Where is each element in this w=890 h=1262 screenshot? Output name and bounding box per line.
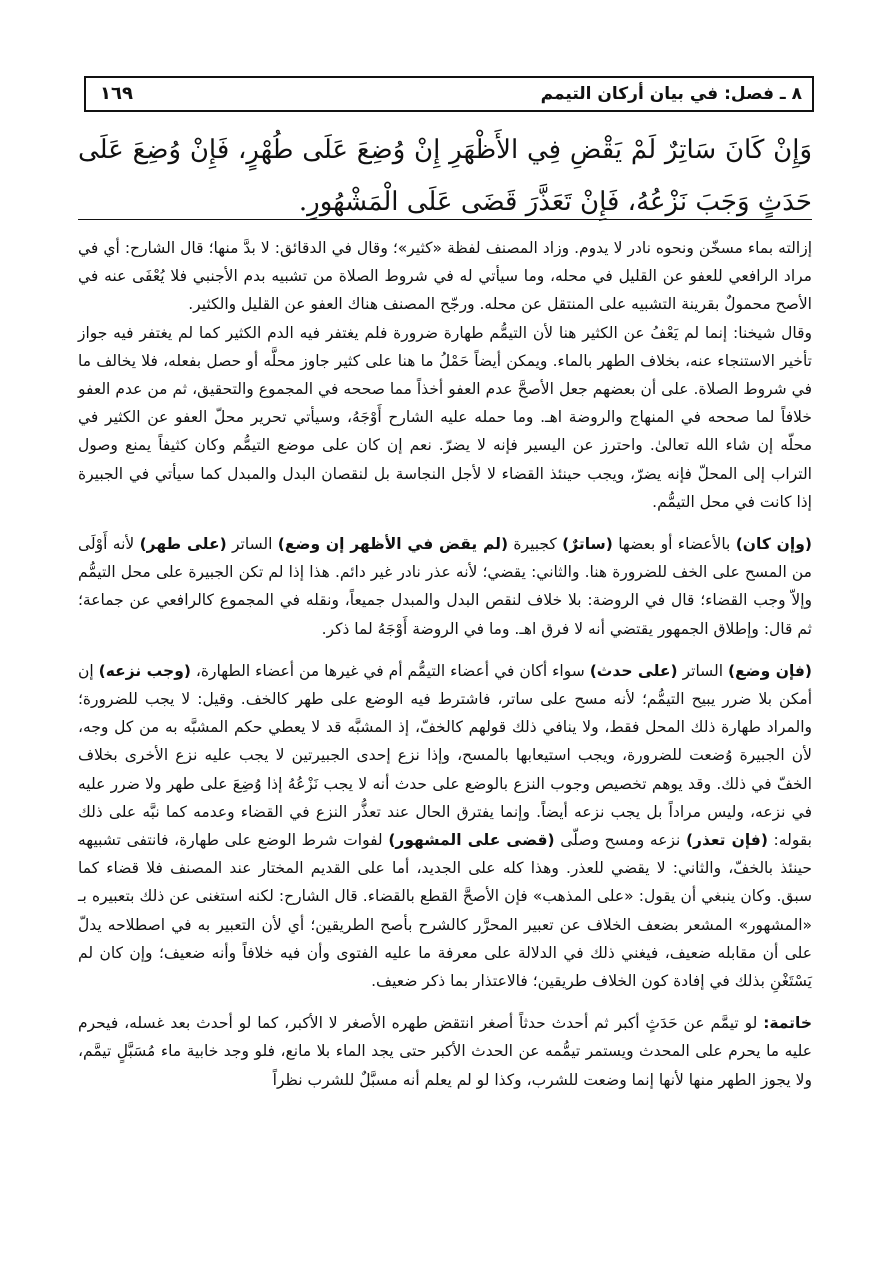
conclusion-label: خاتمة: (763, 1014, 812, 1033)
matn-quote: (فإن تعذر) (685, 831, 768, 850)
matn-quote: (فإن وضع) (728, 661, 813, 680)
page-number: ١٦٩ (100, 83, 133, 104)
commentary-paragraph-1: إزالته بماء مسخّن ونحوه نادر لا يدوم. وزاد المصنف لفظة «كثير»؛ وقال في الدقائق: لا بدَّ منها؛ قال الشارح: أي في مراد الرافعي للعفو عن القليل في محله، وما سيأتي له في شروط الصلاة من تشبيه بدم الأجنبي فلا يُعْفَى عنه في الأصح محمولٌ بقرينة التشبيه على المنتقل عن محله. ورجّح المصنف هناك العفو عن القليل والكثير. (78, 239, 812, 314)
commentary-text: لو تيمَّم عن حَدَثٍ أكبر ثم أحدث حدثاً أصغر انتقض طهره الأصغر لا الأكبر، كما لو أحدث بعد غسله، فيحرم عليه ما يحرم على المحدث ويستمر تيمُّمه عن الحدث الأكبر حتى يجد الماء بلا مانع، فلو وجد خابية ماء مُسَبَّلٍ تيمَّم، ولا يجوز الطهر منها لأنها إنما وضعت للشرب، وكذا لو لم يعلم أنه مسبَّلٌ للشرب نظراً (78, 1014, 812, 1089)
commentary-body (78, 234, 812, 1094)
matn-quote: (وجب نزعه) (98, 661, 191, 680)
matn-text: وَإِنْ كَانَ سَاتِرٌ لَمْ يَقْضِ فِي الأَظْهَرِ إِنْ وُضِعَ عَلَى طُهْرٍ، فَإِنْ وُضِعَ عَلَى حَدَثٍ وَجَبَ نَزْعُهُ، فَإِنْ تَعَذَّرَ قَضَى عَلَى الْمَشْهُورِ. (78, 135, 812, 217)
commentary-text: بالأعضاء أو بعضها (612, 535, 736, 554)
page-header (84, 76, 814, 112)
commentary-text: الساتر (677, 661, 728, 680)
matn-divider (78, 219, 812, 220)
commentary-paragraph-2: وقال شيخنا: إنما لم يَعْفُ عن الكثير هنا لأن التيمُّم طهارة ضرورة فلم يغتفر فيه الدم الكثير كما لم يغتفر فيه جواز تأخير الاستنجاء عنه، بخلاف الطهر بالماء. ويمكن أيضاً حَمْلُ ما هنا على كثير جاوز محلَّه أو حصل بفعله، فلا يخالف ما في شروط الصلاة. على أن بعضهم جعل الأصحَّ عدم العفو أخذاً مما صححه في المجموع والتحقيق، ثم من عدم العفو خلافاً لما صححه في المنهاج والروضة اهـ. وما حمله عليه الشارح أَوْجَهُ، وسيأتي تحرير محلّ العفو عن الكثير في محلّه إن شاء الله تعالىٰ. واحترز عن اليسير فإنه لا يضرّ. نعم إن كان على موضع التيمُّم وكان كثيفاً يمنع وصول التراب إلى المحلّ فإنه يضرّ، ويجب حينئذ القضاء لا لأجل النجاسة بل لنقصان البدل والمبدل كما سيأتي في الجبيرة إذا كانت في محل التيمُّم. (78, 323, 812, 511)
chapter-title: ٨ ـ فصل: في بيان أركان التيمم (540, 84, 802, 104)
commentary-text: كجبيرة (508, 535, 563, 554)
commentary-text: سواء أكان في أعضاء التيمُّم أم في غيرها من أعضاء الطهارة، (190, 661, 590, 680)
matn-quote: (وإن كان) (735, 535, 812, 554)
commentary-text: لفوات شرط الوضع على طهارة، فانتفى تشبيهه حينئذ بالخفّ، والثاني: لا يقضي للعذر. وهذا كله على الجديد، أما على القديم المختار عند المصنف فلا قضاء كما سبق. وكان ينبغي أن يقول: «على المذهب» فإن الأصحَّ القطع بالقضاء. قال الشارح: لكنه استغنى عن ذلك بتعبيره بـ «المشهور» المشعر بضعف الخلاف عن تعبير المحرَّر كالشرح بأصح الطريقين؛ أي لأن التعبير به في اصطلاحه يدلّ على أن مقابله ضعيف، فيغني ذلك في الدلالة على معرفة ما عليه الفتوى وأن فيه خلافاً وأنه ضعيف؛ وإن كان لم يَسْتَغْنِ بذلك في إفادة كون الخلاف طريقين؛ فالاعتذار بما ذكر ضعيف. (78, 831, 812, 991)
commentary-paragraph-3 (78, 530, 812, 643)
commentary-text: إن أمكن بلا ضرر يبيح التيمُّم؛ لأنه مسح على ساتر، فاشترط فيه الوضع على طهر كالخف. وقيل: لا يجب للضرورة؛ والمراد طهارة ذلك المحل فقط، ولا ينافي ذلك قولهم كالخفّ، إذ المشبَّه قد لا يعطي حكم المشبَّه به من كل وجه، لأن الجبيرة وُضعت للضرورة، ويجب استيعابها بالمسح، وإذا نزع إحدى الجبيرتين لا يجب عليه نزع الأخرى بخلاف الخفّ في ذلك. وقد يوهم تخصيص وجوب النزع بالوضع على حدث أنه لا يجب نَزْعُهُ إذا وُضِعَ على طهر ولا ضرر عليه في نزعه، وليس مراداً بل يجب نزعه أيضاً. وإنما يفترق الحال عند تعذُّر النزع في القضاء وعدمه كما نبَّه على ذلك بقوله: (78, 661, 812, 850)
commentary-paragraph-4 (78, 657, 812, 995)
commentary-text: نزعه ومسح وصلّى (554, 831, 686, 850)
matn-quote: (على حدث) (589, 661, 678, 680)
matn-quote: (لم يقض في الأظهر إن وضع) (277, 535, 509, 554)
commentary-paragraph-5 (78, 1009, 812, 1094)
matn-quote: (قضى على المشهور) (388, 831, 555, 850)
matn-quote: (على طهر) (139, 535, 227, 554)
matn-quote: (ساترٌ) (562, 535, 613, 554)
commentary-text: لأنه أَوْلَى من المسح على الخف للضرورة هنا. والثاني: يقضي؛ لأنه عذر نادر غير دائم. هذا إذا لم تكن الجبيرة على محل التيمُّم وإلاّ وجب القضاء؛ قال في الروضة: بلا خلاف لنقص البدل والمبدل جميعاً، ونقله في المجموع كالرافعي عن جماعة؛ ثم قال: وإطلاق الجمهور يقتضي أنه لا فرق اهـ. وما في الروضة أَوْجَهُ لما ذكر. (78, 535, 812, 638)
commentary-text: الساتر (226, 535, 278, 554)
